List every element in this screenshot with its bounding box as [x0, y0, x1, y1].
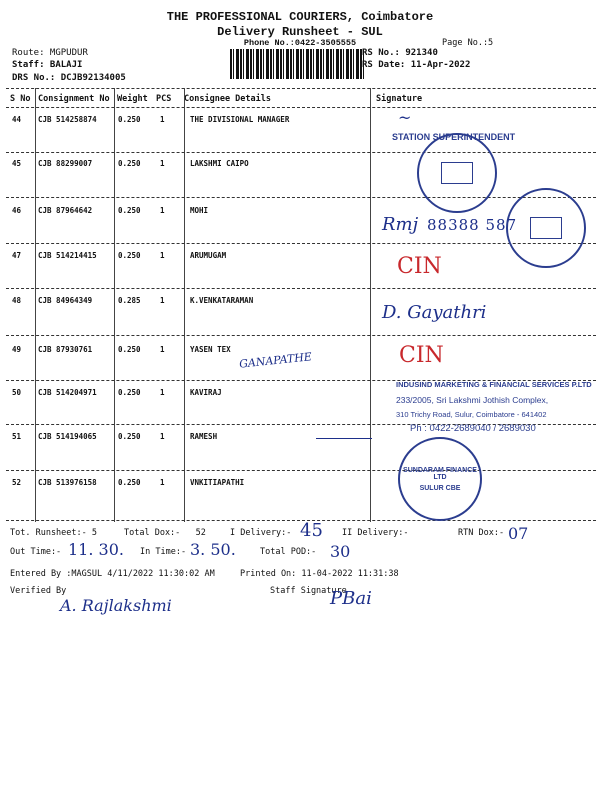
- total-dox: Total Dox:- 52: [124, 528, 206, 538]
- i-delivery-value: 45: [300, 520, 323, 541]
- col-consignee: Consignee Details: [184, 94, 271, 104]
- row-sno: 51: [12, 432, 22, 441]
- col-divider: [370, 88, 371, 522]
- row-weight: 0.250: [118, 206, 141, 215]
- row-consignment: CJB 514194065: [38, 432, 97, 441]
- row-pcs: 1: [160, 388, 165, 397]
- row-rule: [6, 152, 596, 153]
- verified-by-signature: A. Rajlakshmi: [60, 596, 172, 615]
- row-pcs: 1: [160, 478, 165, 487]
- phone-number: Phone No.:0422-3505555: [243, 38, 357, 48]
- header-rule: [6, 107, 596, 108]
- row-pcs: 1: [160, 432, 165, 441]
- drs-number: DRS No.: DCJB92134005: [12, 73, 126, 83]
- in-time-label: In Time:-: [140, 547, 187, 557]
- company-stamp-name: INDUSIND MARKETING & FINANCIAL SERVICES P.LTD: [396, 380, 592, 389]
- row-rule: [6, 243, 596, 244]
- ii-delivery-label: II Delivery:-: [342, 528, 409, 538]
- signature-scribble: Rmj: [382, 214, 419, 235]
- rs-date: RS Date: 11-Apr-2022: [362, 60, 471, 70]
- round-seal: [417, 133, 497, 213]
- row-sno: 46: [12, 206, 22, 215]
- row-pcs: 1: [160, 115, 165, 124]
- row-rule: [6, 470, 596, 471]
- row-sno: 52: [12, 478, 22, 487]
- table-top-rule: [6, 88, 596, 89]
- row-consignment: CJB 514214415: [38, 251, 97, 260]
- station-superintendent-stamp: STATION SUPERINTENDENT: [392, 132, 516, 142]
- phone-handwritten: 88388 587: [427, 216, 518, 234]
- staff-signature: PBai: [330, 588, 372, 609]
- sundaram-seal: [398, 437, 482, 521]
- total-pod-value: 30: [330, 542, 351, 561]
- company-stamp-phone: Ph : 0422-2689040 / 2689030: [410, 423, 536, 434]
- row-consignment: CJB 514204971: [38, 388, 97, 397]
- row-consignee: MOHI: [190, 206, 209, 215]
- row-pcs: 1: [160, 251, 165, 260]
- row-weight: 0.250: [118, 115, 141, 124]
- row-consignment: CJB 84964349: [38, 296, 93, 305]
- row-weight: 0.250: [118, 388, 141, 397]
- row-weight: 0.250: [118, 432, 141, 441]
- printed-on: Printed On: 11-04-2022 11:31:38: [240, 569, 399, 579]
- total-pod-label: Total POD:-: [260, 547, 317, 557]
- row-consignment: CJB 513976158: [38, 478, 97, 487]
- col-weight: Weight: [117, 94, 148, 104]
- out-time-label: Out Time:-: [10, 547, 62, 557]
- seal-ring-text: SUNDARAM FINANCE LTD: [403, 466, 477, 481]
- row-rule: [6, 197, 596, 198]
- route: Route: MGPUDUR: [12, 48, 88, 58]
- ink-stroke: [316, 438, 372, 439]
- page-number: Page No.:5: [442, 38, 494, 48]
- tot-runsheet: Tot. Runsheet:- 5: [10, 528, 97, 538]
- handwritten-signature: D. Gayathri: [382, 302, 487, 323]
- row-rule: [6, 335, 596, 336]
- entered-by: Entered By :MAGSUL 4/11/2022 11:30:02 AM: [10, 569, 215, 579]
- barcode: [230, 49, 366, 79]
- out-time-value: 11. 30.: [68, 540, 124, 559]
- rs-number: RS No.: 921340: [362, 48, 438, 58]
- row-consignee: K.VENKATARAMAN: [190, 296, 254, 305]
- row-consignee: VNKITIAPATHI: [190, 478, 245, 487]
- col-divider: [35, 88, 36, 522]
- round-seal: [506, 188, 586, 268]
- row-consignment: CJB 87930761: [38, 345, 93, 354]
- row-weight: 0.285: [118, 296, 141, 305]
- row-sno: 44: [12, 115, 22, 124]
- cin-mark: CIN: [399, 343, 444, 368]
- col-divider: [184, 88, 185, 522]
- row-consignee: RAMESH: [190, 432, 218, 441]
- company-stamp-address: 233/2005, Sri Lakshmi Jothish Complex,: [396, 395, 549, 405]
- row-weight: 0.250: [118, 251, 141, 260]
- row-consignee: THE DIVISIONAL MANAGER: [190, 115, 290, 124]
- handwritten-note: GANAPATHE: [238, 350, 313, 371]
- row-sno: 50: [12, 388, 22, 397]
- row-weight: 0.250: [118, 478, 141, 487]
- rtn-dox-value: 07: [508, 524, 529, 543]
- seal-center-text: SULUR CBE: [419, 484, 461, 492]
- row-sno: 49: [12, 345, 22, 354]
- col-sno: S No: [10, 94, 31, 104]
- col-signature: Signature: [376, 94, 423, 104]
- row-consignment: CJB 514258874: [38, 115, 97, 124]
- verified-by-label: Verified By: [10, 586, 67, 596]
- row-sno: 48: [12, 296, 22, 305]
- company-stamp-address: 310 Trichy Road, Sulur, Coimbatore - 641402: [396, 410, 547, 419]
- row-pcs: 1: [160, 345, 165, 354]
- row-consignment: CJB 88299007: [38, 159, 93, 168]
- row-weight: 0.250: [118, 159, 141, 168]
- in-time-value: 3. 50.: [190, 540, 236, 559]
- col-divider: [114, 88, 115, 522]
- row-weight: 0.250: [118, 345, 141, 354]
- col-pcs: PCS: [156, 94, 172, 104]
- sheet-title: Delivery Runsheet - SUL: [217, 25, 383, 39]
- row-consignment: CJB 87964642: [38, 206, 93, 215]
- rtn-dox-label: RTN Dox:-: [458, 528, 505, 538]
- company-name: THE PROFESSIONAL COURIERS, Coimbatore: [166, 10, 434, 24]
- row-pcs: 1: [160, 296, 165, 305]
- row-consignee: YASEN TEX: [190, 345, 231, 354]
- row-rule: [6, 288, 596, 289]
- i-delivery-label: I Delivery:-: [230, 528, 292, 538]
- row-consignee: LAKSHMI CAIPO: [190, 159, 249, 168]
- row-pcs: 1: [160, 206, 165, 215]
- row-sno: 45: [12, 159, 22, 168]
- cin-mark: CIN: [397, 254, 442, 279]
- signature-scribble: ~: [398, 108, 412, 127]
- col-consignment: Consignment No: [38, 94, 110, 104]
- row-pcs: 1: [160, 159, 165, 168]
- row-consignee: ARUMUGAM: [190, 251, 227, 260]
- staff: Staff: BALAJI: [12, 60, 83, 70]
- staff-signature-label: Staff Signature: [270, 586, 347, 596]
- row-sno: 47: [12, 251, 22, 260]
- row-consignee: KAVIRAJ: [190, 388, 222, 397]
